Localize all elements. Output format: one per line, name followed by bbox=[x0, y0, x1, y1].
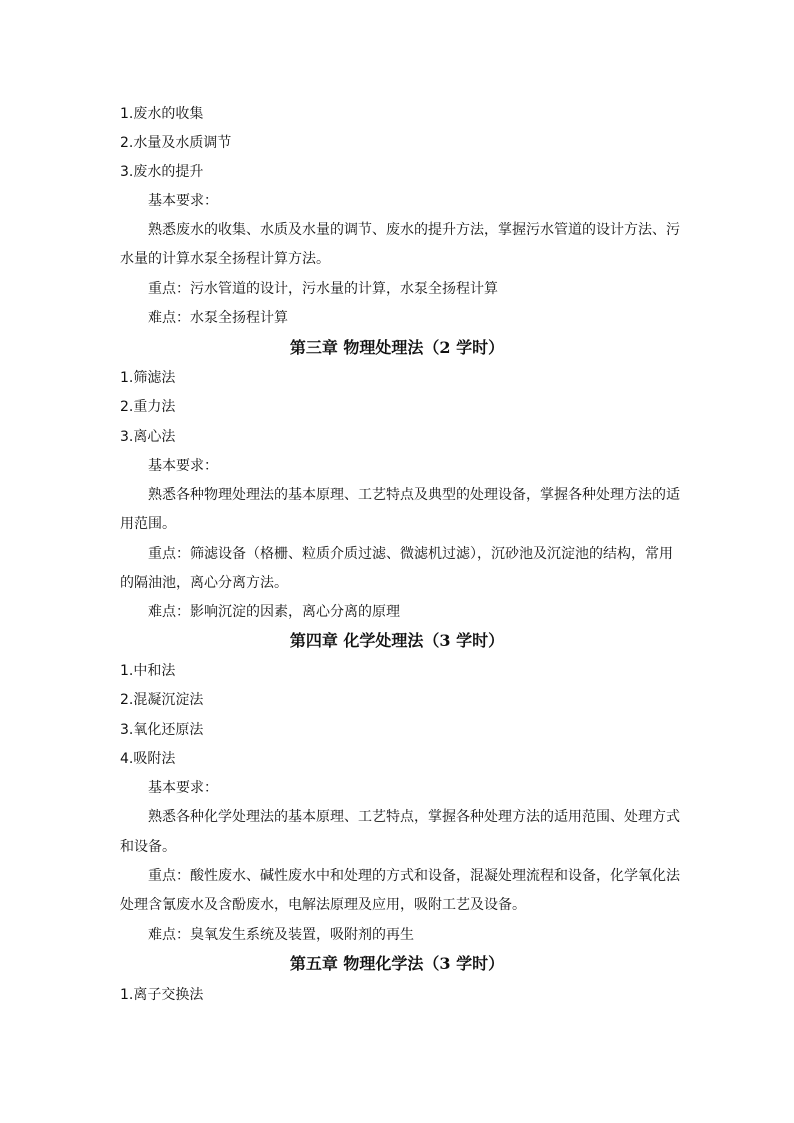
list-item: 4.吸附法 bbox=[120, 751, 176, 767]
list-item: 1.废水的收集 bbox=[120, 106, 204, 122]
key-points: 重点：筛滤设备（格栅、粒质介质过滤、微滤机过滤），沉砂池及沉淀池的结构，常用 bbox=[148, 546, 673, 562]
list-item: 1.筛滤法 bbox=[120, 370, 176, 386]
paragraph-line: 用范围。 bbox=[120, 516, 176, 532]
paragraph-line: 和设备。 bbox=[120, 839, 176, 855]
list-item: 3.离心法 bbox=[120, 429, 176, 445]
section-label: 基本要求： bbox=[148, 458, 218, 474]
key-points: 重点：酸性废水、碱性废水中和处理的方式和设备，混凝处理流程和设备，化学氧化法 bbox=[148, 868, 680, 884]
paragraph-line: 的隔油池，离心分离方法。 bbox=[120, 575, 288, 591]
list-item: 2.混凝沉淀法 bbox=[120, 692, 204, 708]
paragraph-line: 处理含氰废水及含酚废水，电解法原理及应用，吸附工艺及设备。 bbox=[120, 897, 526, 913]
list-item: 2.重力法 bbox=[120, 399, 176, 415]
paragraph-line: 熟悉废水的收集、水质及水量的调节、废水的提升方法，掌握污水管道的设计方法、污 bbox=[148, 222, 680, 238]
difficult-points: 难点：臭氧发生系统及装置，吸附剂的再生 bbox=[148, 927, 414, 943]
paragraph-line: 熟悉各种化学处理法的基本原理、工艺特点，掌握各种处理方法的适用范围、处理方式 bbox=[148, 809, 680, 825]
list-item: 1.离子交换法 bbox=[120, 987, 204, 1003]
chapter-heading: 第四章 化学处理法（3 学时） bbox=[289, 631, 505, 650]
list-item: 2.水量及水质调节 bbox=[120, 135, 232, 151]
chapter-heading: 第五章 物理化学法（3 学时） bbox=[289, 954, 505, 973]
chapter-heading: 第三章 物理处理法（2 学时） bbox=[289, 338, 505, 357]
list-item: 1.中和法 bbox=[120, 663, 176, 679]
difficult-points: 难点：水泵全扬程计算 bbox=[148, 310, 288, 326]
list-item: 3.氧化还原法 bbox=[120, 722, 204, 738]
section-label: 基本要求： bbox=[148, 193, 218, 209]
list-item: 3.废水的提升 bbox=[120, 164, 204, 180]
key-points: 重点：污水管道的设计，污水量的计算，水泵全扬程计算 bbox=[148, 281, 498, 297]
paragraph-line: 水量的计算水泵全扬程计算方法。 bbox=[120, 251, 330, 267]
paragraph-line: 熟悉各种物理处理法的基本原理、工艺特点及典型的处理设备，掌握各种处理方法的适 bbox=[148, 487, 680, 503]
difficult-points: 难点：影响沉淀的因素，离心分离的原理 bbox=[148, 604, 400, 620]
section-label: 基本要求： bbox=[148, 780, 218, 796]
